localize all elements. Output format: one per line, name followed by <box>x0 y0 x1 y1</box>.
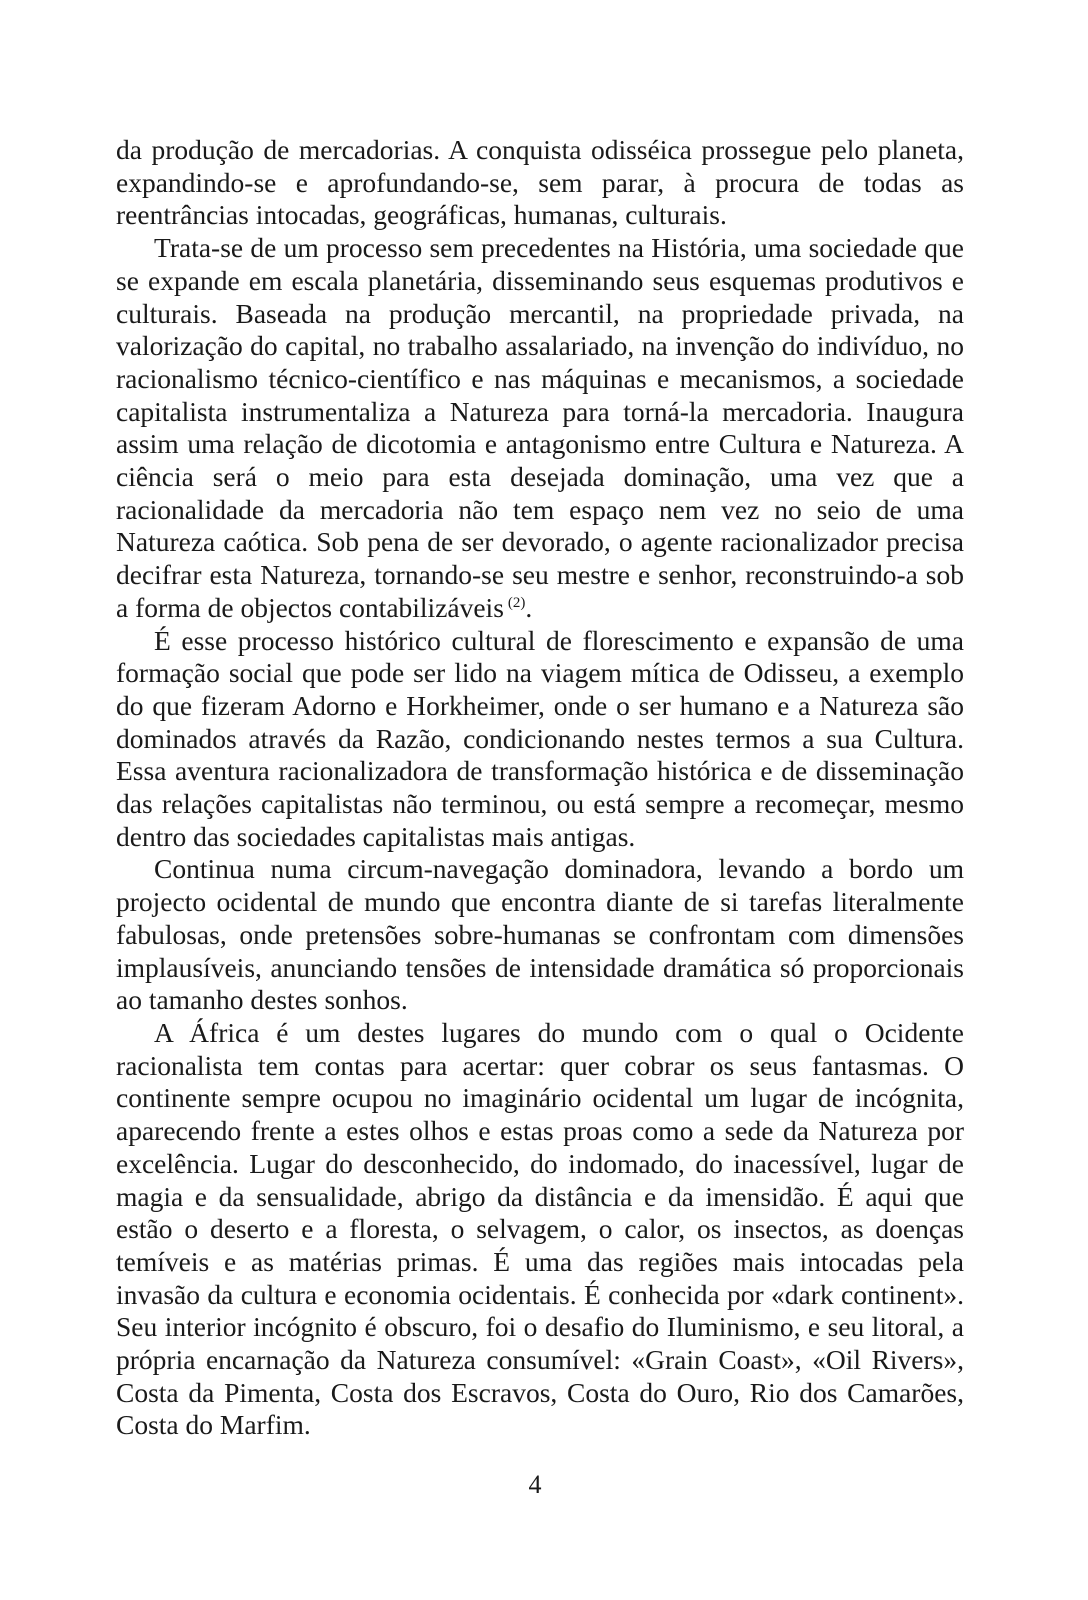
page-body <box>116 134 964 1442</box>
paragraph-2-text: Trata-se de um processo sem precedentes na História, uma sociedade que se expande em escala planetária, disseminando seus esquemas produtivos e culturais. Baseada na produção mercantil, na propriedade privada, na valorização do capital, no trabalho assalariado, na invenção do indivíduo, no racionalismo técnico-científico e nas máquinas e mecanismos, a sociedade capitalista instrumentaliza a Natureza para torná-la mercadoria. Inaugura assim uma relação de dicotomia e antagonismo entre Cultura e Natureza. A ciência será o meio para esta desejada dominação, uma vez que a racionalidade da mercadoria não tem espaço nem vez no seio de uma Natureza caótica. Sob pena de ser devorado, o agente racionalizador precisa decifrar esta Natureza, tornando-se seu mestre e senhor, reconstruindo-a sob a forma de objectos contabilizáveis <box>116 232 964 623</box>
paragraph-3-text: É esse processo histórico cultural de florescimento e expansão de uma formação social que pode ser lido na viagem mítica de Odisseu, a exemplo do que fizeram Adorno e Horkheimer, onde o ser humano e a Natureza são dominados através da Razão, condicionando nestes termos a sua Cultura. Essa aventura racionalizadora de transformação histórica e de disseminação das relações capitalistas não terminou, ou está sempre a recomeçar, mesmo dentro das sociedades capitalistas mais antigas. <box>116 624 964 852</box>
paragraph-1-text: da produção de mercadorias. A conquista odisséica prossegue pelo planeta, expandindo-se e aprofundando-se, sem parar, à procura de todas as reentrâncias intocadas, geográficas, humanas, culturais. <box>116 134 964 231</box>
paragraph-1 <box>116 134 964 232</box>
paragraph-2 <box>116 232 964 624</box>
paragraph-5 <box>116 1017 964 1442</box>
paragraph-5-text: A África é um destes lugares do mundo com o qual o Ocidente racionalista tem contas para acertar: quer cobrar os seus fantasmas. O continente sempre ocupou no imaginário ocidental um lugar de incógnita, aparecendo frente a estes olhos e estas proas como a sede da Natureza por excelência. Lugar do desconhecido, do indomado, do inacessível, lugar de magia e da sensualidade, abrigo da distância e da imensidão. É aqui que estão o deserto e a floresta, o selvagem, o calor, os insectos, as doenças temíveis e as matérias primas. É uma das regiões mais intocadas pela invasão da cultura e economia ocidentais. É conhecida por «dark continent». Seu interior incógnito é obscuro, foi o desafio do Iluminismo, e seu litoral, a própria encarnação da Natureza consumível: «Grain Coast», «Oil Rivers», Costa da Pimenta, Costa dos Escravos, Costa do Ouro, Rio dos Camarões, Costa do Marfim. <box>116 1016 964 1441</box>
page-number: 4 <box>528 1470 542 1499</box>
paragraph-2-tail: . <box>525 591 533 623</box>
footnote-reference[interactable]: (2) <box>507 594 526 611</box>
paragraph-4 <box>116 853 964 1017</box>
paragraph-4-text: Continua numa circum-navegação dominadora, levando a bordo um projecto ocidental de mundo que encontra diante de si tarefas literalmente fabulosas, onde pretensões sobre-humanas se confrontam com dimensões implausíveis, anunciando tensões de intensidade dramática só proporcionais ao tamanho destes sonhos. <box>116 853 964 1016</box>
paragraph-3 <box>116 625 964 854</box>
